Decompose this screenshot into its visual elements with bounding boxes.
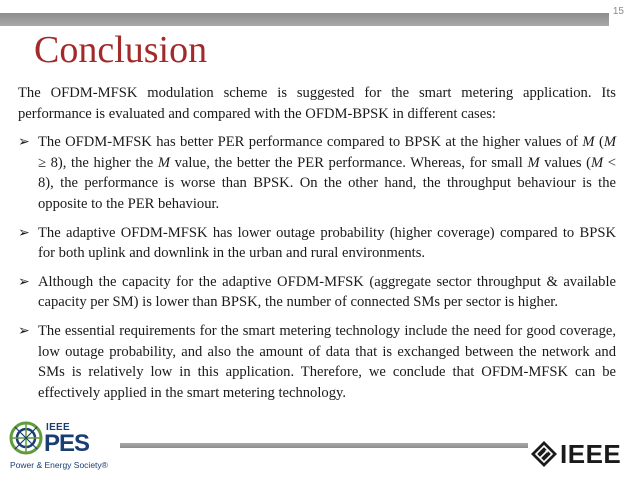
ieee-wordmark: IEEE — [560, 439, 622, 469]
bullet-text: < 8), the performance is worse than BPSK. On the other hand, the throughput behaviour is the opposite to the PER behaviour. — [38, 154, 616, 212]
bullet-item — [18, 223, 616, 264]
bullet-arrow-icon: ➢ — [18, 273, 30, 290]
bullet-text: values ( — [539, 154, 591, 171]
slide-title: Conclusion — [34, 29, 208, 71]
bullet-arrow-icon: ➢ — [18, 322, 30, 339]
bullet-italic-var: M — [590, 154, 604, 171]
ieee-logo — [531, 438, 635, 472]
pes-name-text: PES — [44, 430, 90, 457]
bullet-item — [18, 321, 616, 403]
pes-emblem-icon — [8, 418, 44, 458]
bullet-italic-var: M — [603, 134, 616, 151]
bullet-arrow-icon: ➢ — [18, 134, 30, 151]
bullet-text: The OFDM-MFSK has better PER performance compared to BPSK at the higher values of — [38, 134, 583, 151]
ieee-diamond-icon — [531, 441, 557, 467]
bullet-list — [18, 132, 616, 403]
bullet-italic-var: M — [157, 154, 170, 171]
top-divider-bar — [0, 13, 609, 26]
slide-body — [18, 83, 616, 411]
bullet-arrow-icon: ➢ — [18, 224, 30, 241]
bullet-item — [18, 272, 616, 313]
bullet-text: The essential requirements for the smart metering technology include the need for good coverage, low outage probability, and also the amount of data that is exchanged between the network and SMs is relatively low in this application. Therefore, we conclude that OFDM-MFSK can be effectively applied in the smart metering technology. — [38, 322, 616, 401]
bullet-text: value, the better the PER performance. Whereas, for small — [169, 154, 528, 171]
pes-tagline: Power & Energy Society® — [10, 460, 108, 470]
intro-paragraph: The OFDM-MFSK modulation scheme is suggested for the smart metering application. Its performance is evaluated and compared with the OFDM-BPSK in different cases: — [18, 85, 616, 122]
bullet-text: ( — [594, 134, 604, 151]
bullet-text: The adaptive OFDM-MFSK has lower outage probability (higher coverage) compared to BPSK for both uplink and downlink in the urban and rural environments. — [38, 224, 616, 262]
ieee-pes-logo — [6, 416, 118, 474]
pes-ieee-text: IEEE — [46, 422, 70, 433]
bullet-italic-var: M — [527, 154, 540, 171]
bullet-text: Although the capacity for the adaptive OFDM-MFSK (aggregate sector throughput & available capacity per SM) is lower than BPSK, the number of connected SMs per sector is higher. — [38, 273, 616, 311]
bottom-divider-bar — [120, 443, 528, 448]
bullet-italic-var: M — [582, 134, 595, 151]
bullet-item — [18, 132, 616, 214]
bullet-text: ≥ 8), the higher the — [38, 154, 158, 171]
slide-number: 15 — [612, 6, 624, 17]
